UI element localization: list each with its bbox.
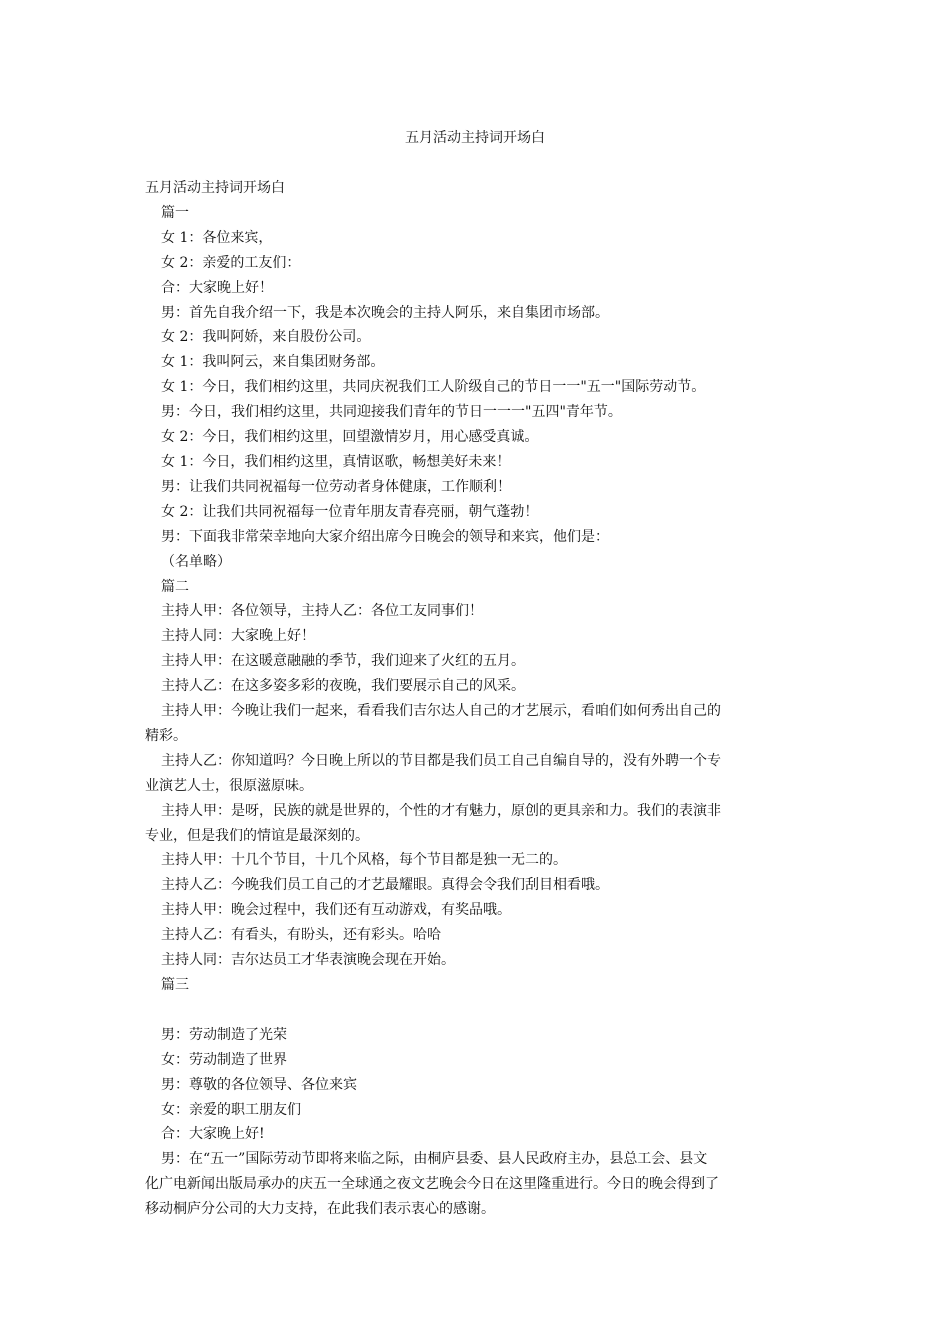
paragraph-line: 男：在“五一”国际劳动节即将来临之际，由桐庐县委、县人民政府主办，县总工会、县文 [161, 1151, 708, 1168]
paragraph-line: 女 1：各位来宾， [161, 229, 273, 246]
paragraph-line: 女：劳动制造了世界 [161, 1051, 287, 1068]
paragraph-line: 女 2：让我们共同祝福每一位青年朋友青春亮丽，朝气蓬勃！ [161, 503, 539, 520]
section-heading: 篇二 [161, 578, 189, 595]
paragraph-line: 合：大家晚上好! [161, 1126, 265, 1143]
document-title: 五月活动主持词开场白 [405, 130, 545, 146]
paragraph-line: 女 1：今日，我们相约这里，共同庆祝我们工人阶级自己的节日一一"五一"国际劳动节。 [161, 379, 706, 396]
paragraph-line: 业演艺人士，很原滋原味。 [145, 777, 313, 794]
paragraph-line: 移动桐庐分公司的大力支持，在此我们表示衷心的感谢。 [145, 1201, 495, 1218]
paragraph-line: 男：尊敬的各位领导、各位来宾 [161, 1076, 357, 1093]
paragraph-line: 主持人甲：今晚让我们一起来，看看我们吉尔达人自己的才艺展示，看咱们如何秀出自己的 [161, 703, 721, 720]
paragraph-line: 主持人乙：你知道吗？今日晚上所以的节目都是我们员工自己自编自导的，没有外聘一个专 [161, 752, 721, 769]
section-heading: 篇一 [161, 204, 189, 221]
paragraph-line: 主持人乙：在这多姿多彩的夜晚，我们要展示自己的风采。 [161, 678, 525, 695]
document-subtitle: 五月活动主持词开场白 [145, 180, 285, 196]
paragraph-line: （名单略） [161, 553, 231, 570]
section-heading: 篇三 [161, 977, 189, 993]
paragraph-line: 主持人甲：在这暖意融融的季节，我们迎来了火红的五月。 [161, 653, 525, 670]
paragraph-line: 主持人甲：各位领导，主持人乙：各位工友同事们！ [161, 603, 483, 620]
paragraph-line: 主持人甲：是呀，民族的就是世界的，个性的才有魅力，原创的更具亲和力。我们的表演非 [161, 802, 721, 819]
paragraph-line: 女：亲爱的职工朋友们 [161, 1101, 301, 1118]
paragraph-line: 主持人同：吉尔达员工才华表演晚会现在开始。 [161, 952, 455, 969]
paragraph-line: 主持人乙：今晚我们员工自己的才艺最耀眼。真得会令我们刮目相看哦。 [161, 877, 609, 894]
paragraph-line: 男：下面我非常荣幸地向大家介绍出席今日晚会的领导和来宾，他们是： [161, 528, 609, 545]
paragraph-line: 主持人甲：十几个节目，十几个风格，每个节目都是独一无二的。 [161, 852, 567, 869]
paragraph-line: 男：让我们共同祝福每一位劳动者身体健康，工作顺利！ [161, 478, 511, 495]
paragraph-line: 女 2：亲爱的工友们： [161, 254, 301, 271]
paragraph-line: 女 2：今日，我们相约这里，回望激情岁月，用心感受真诚。 [161, 429, 539, 446]
paragraph-line: 女 2：我叫阿娇，来自股份公司。 [161, 329, 371, 346]
paragraph-line: 男：首先自我介绍一下，我是本次晚会的主持人阿乐，来自集团市场部。 [161, 304, 609, 321]
document-body [145, 176, 805, 1222]
paragraph-line: 化广电新闻出版局承办的庆五一全球通之夜文艺晚会今日在这里隆重进行。今日的晚会得到了 [145, 1176, 719, 1193]
paragraph-line: 专业，但是我们的情谊是最深刻的。 [145, 827, 369, 844]
paragraph-line: 合：大家晚上好！ [161, 279, 273, 296]
paragraph-line: 主持人乙：有看头，有盼头，还有彩头。哈哈 [161, 927, 441, 944]
paragraph-line: 男：今日，我们相约这里，共同迎接我们青年的节日一一一"五四"青年节。 [161, 404, 622, 421]
paragraph-line: 男：劳动制造了光荣 [161, 1026, 287, 1043]
paragraph-line: 主持人同：大家晚上好！ [161, 628, 315, 645]
paragraph-line: 精彩。 [145, 727, 187, 744]
paragraph-line: 女 1：今日，我们相约这里，真情讴歌，畅想美好未来！ [161, 453, 511, 470]
paragraph-line: 女 1：我叫阿云，来自集团财务部。 [161, 354, 385, 371]
paragraph-line: 主持人甲：晚会过程中，我们还有互动游戏，有奖品哦。 [161, 902, 511, 919]
blank-line [145, 998, 805, 1023]
